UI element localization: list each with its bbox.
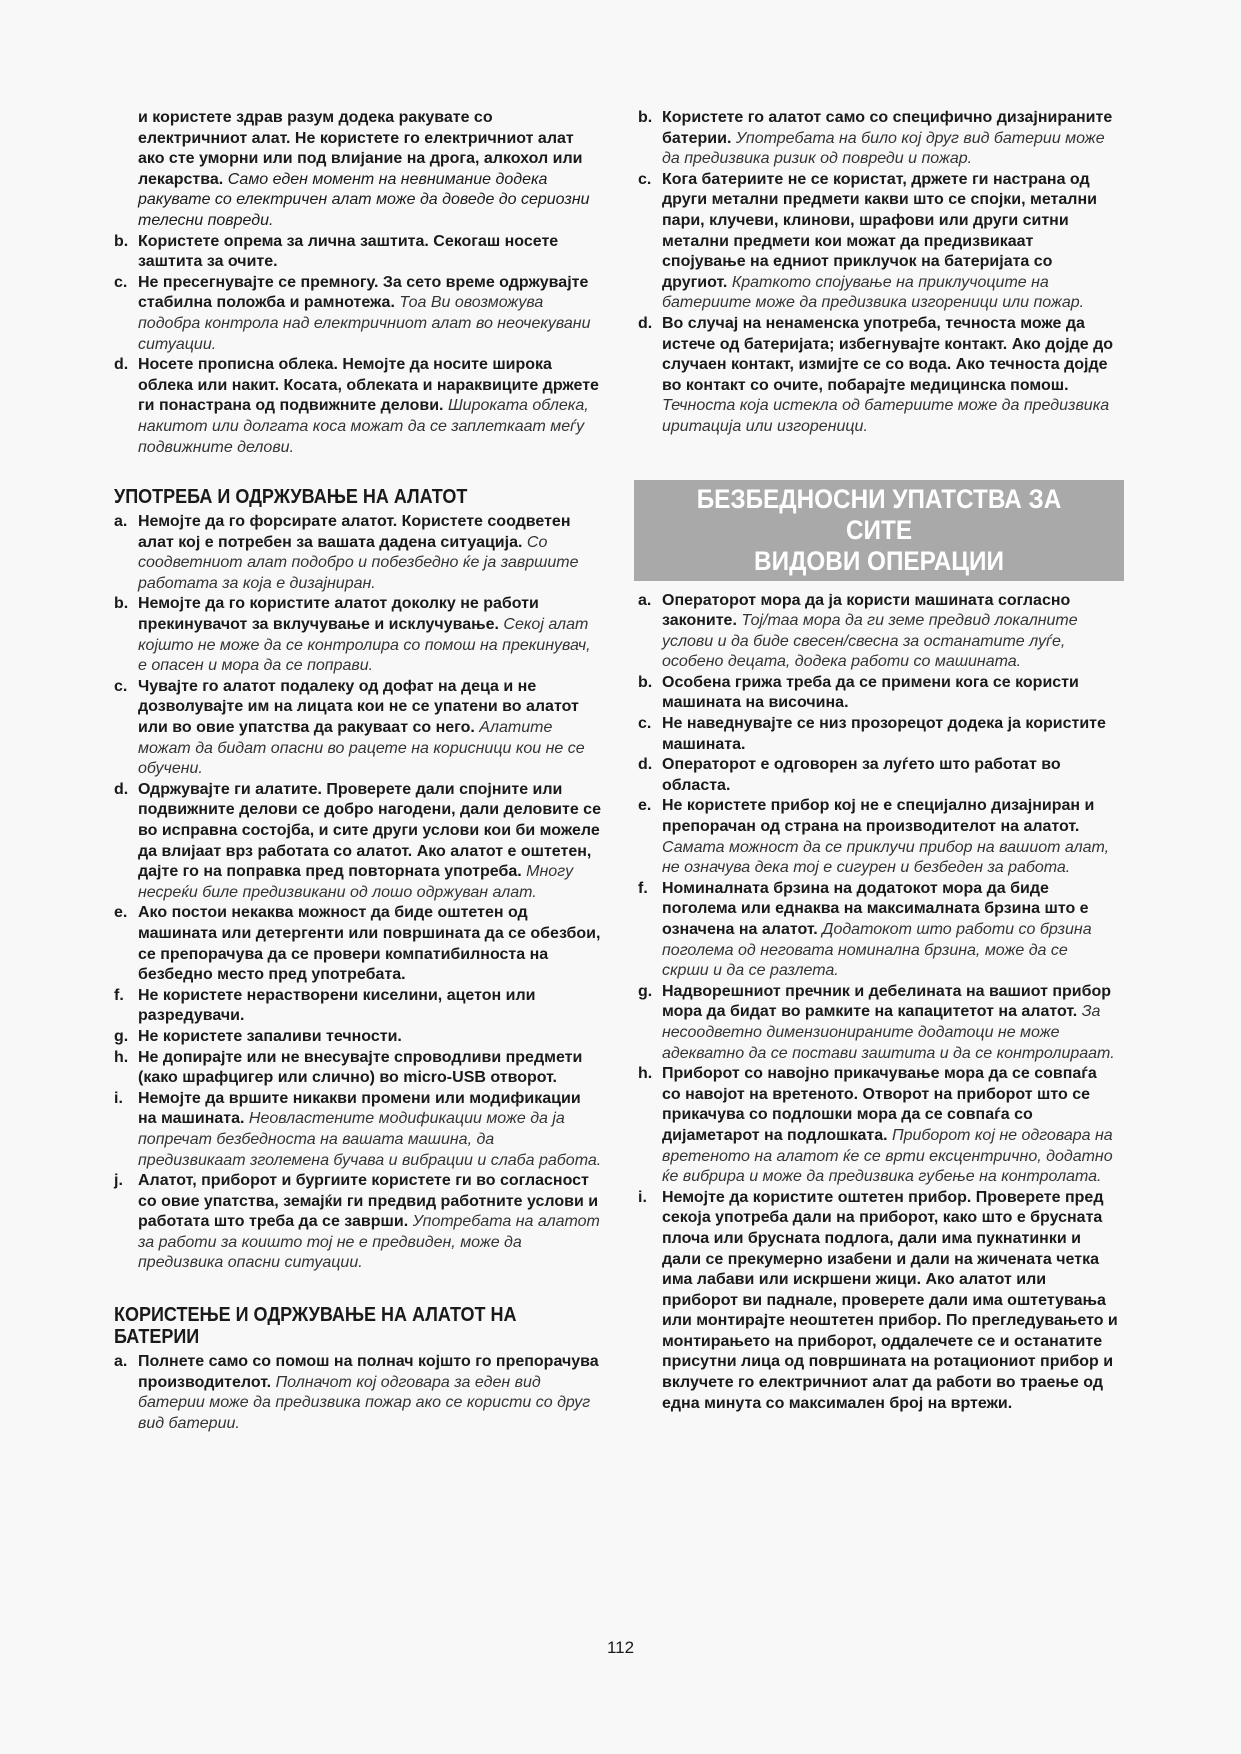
list-item <box>114 273 602 355</box>
list-item <box>114 1171 602 1274</box>
list-item-text <box>662 982 1118 1064</box>
list-item-text <box>138 273 602 355</box>
list-item-italic: Употребата на било кој друг вид батерии може да предизвика ризик од повреди и пожар. <box>662 129 1105 168</box>
list-item-bold: Не користете нерастворени киселини, ацетон или разредувачи. <box>138 986 536 1025</box>
list-item-text <box>138 780 602 904</box>
list-item-text <box>662 673 1118 714</box>
list-item-label: j. <box>114 1172 123 1190</box>
list-item <box>638 1064 1118 1188</box>
list-item-italic: Со соодветниот алат подобро и побезбедно ќе ја завршите работата за која е дизајниран. <box>138 533 579 592</box>
list-item <box>114 594 602 676</box>
list-item-italic: Многу несреќи биле предизвикани од лошо одржуван алат. <box>138 863 574 901</box>
list-item-label: b. <box>114 232 129 250</box>
list-item-label: f. <box>114 986 124 1004</box>
intro-italic: Само еден момент на невнимание додека ракувате со електричен алат може да доведе до сериозни телесни повреди. <box>138 170 590 229</box>
list-item-bold: Алатот, приборот и бургиите користете ги во согласност со овие упатства, земајќи ги предвид работните услови и работата што треба да се заврши. <box>138 1172 599 1231</box>
list-item <box>114 1352 602 1434</box>
list-item-label: d. <box>638 314 653 332</box>
list-item-bold: Особена грижа треба да се примени кога се користи машината на височина. <box>662 673 1079 712</box>
safety-banner-line2: ВИДОВИ ОПЕРАЦИИ <box>754 545 1004 576</box>
list-item <box>114 512 602 594</box>
list-item-text <box>662 1188 1118 1415</box>
list-item-label: i. <box>638 1188 647 1206</box>
list-item-bold: Не допирајте или не внесувајте спроводливи предмети (како шрафцигер или слично) во micro-USB отворот. <box>138 1048 583 1087</box>
list-item-text <box>138 594 602 676</box>
list-item <box>114 986 602 1027</box>
list-item-bold: Операторот е одговорен за луѓето што работат во областа. <box>662 756 1061 794</box>
list-item-bold: Приборот со навојно прикачување мора да се совпаѓа со навојот на вретеното. Отворот на приборот што се прикачува со подлошки мора да се совпаѓа со дијаметарот на подлошката. <box>662 1065 1097 1144</box>
list-item-label: c. <box>638 170 652 188</box>
list-item-label: d. <box>638 756 653 774</box>
list-item <box>638 108 1118 170</box>
list-item-italic: Течноста која истекла од батериите може да предизвика иритација или изгореници. <box>662 397 1110 435</box>
list-item <box>638 879 1118 982</box>
list-item-text <box>662 796 1118 878</box>
intro-paragraph <box>114 108 602 232</box>
list-item-label: i. <box>114 1089 123 1107</box>
list-item-label: g. <box>114 1027 129 1045</box>
list-item-text <box>138 232 602 273</box>
list-item-italic: Приборот кој не одговара на вретеното на алатот ќе се врти ексцентрично, додатно ќе вибрира и може да предизвика губење на контролата. <box>662 1126 1113 1186</box>
list-item-bold: Операторот мора да ја користи машината согласно законите. <box>662 591 1071 630</box>
list-item-label: e. <box>114 904 128 922</box>
list-item-text <box>662 314 1118 438</box>
list-item-bold: Полнете само со помош на полнач којшто го препорачува производителот. <box>138 1353 599 1391</box>
list-item-text <box>138 903 602 985</box>
list-item-text <box>138 986 602 1027</box>
list-item-label: b. <box>638 673 653 691</box>
list-item-bold: Надворешниот пречник и дебелината на вашиот прибор мора да бидат во рамките на капацитетот на алатот. <box>662 982 1112 1021</box>
list-item-italic: Тој/таа мора да ги земе предвид локалните услови и да биде свесен/свесна за останатите луѓе, особено децата, додека работи со машината. <box>662 612 1078 671</box>
list-item-italic: Секој алат којшто не може да се контролира со помош на прекинувач, е опасен и мора да се поправи. <box>138 616 591 675</box>
list-item-italic: Употребата на алатот за работи за коишто тој не е предвиден, може да предизвика опасни ситуации. <box>138 1213 600 1272</box>
list-item <box>114 1048 602 1089</box>
list-item-bold: Немојте да го користите алатот доколку не работи прекинувачот за вклучување и исклучување. <box>138 595 539 634</box>
list-item <box>638 714 1118 755</box>
left-list-1 <box>114 232 602 459</box>
section-battery-heading <box>114 1304 553 1348</box>
list-item-italic: За несоодветно димензионираните додатоци не може адекватно да се постави заштита и да се контролираат. <box>662 1003 1115 1062</box>
list-item <box>114 780 602 904</box>
list-item <box>114 1089 602 1171</box>
list-item-bold: Во случај на ненаменска употреба, течноста може да истече од батеријата; избегнувајте контакт. Ако дојде до случаен контакт, измијте се со вода. Ако течноста дојде во контакт со очите, побарајте медицинска помош. <box>662 314 1114 394</box>
list-item-text <box>138 677 602 780</box>
list-item-text <box>138 1352 602 1434</box>
list-item-text <box>662 755 1118 796</box>
list-item-bold: Одржувајте ги алатите. Проверете дали спојните или подвижните делови се добро нагодени, дали деловите се во исправна состојба, и сите други услови кои би можеле да влијаат врз работата со алатот. Ако алатот е оштетен, дајте го на поправка пред повторната употреба. <box>138 780 601 881</box>
list-item-bold: Немојте да користите оштетен прибор. Проверете пред секоја употреба дали на приборот, како што е брусната плоча или брусната подлога, дали има пукнатинки и дали се прекумерно изабени и дали на жичената четка има лабави или искршени жици. Ако алатот или приборот ви паднале, проверете дали има оштетувања или монтирајте неоштетен прибор. По прегледувањето и монтирањето на приборот, оддалечете се и останатите присутни лица од површината на ротациониот прибор и вклучете го електричниот алат да работи во траење од една минута со максимален број на вртежи. <box>662 1188 1118 1412</box>
list-item-label: c. <box>114 677 128 695</box>
list-item-label: a. <box>114 513 128 531</box>
safety-banner-line1: БЕЗБЕДНОСНИ УПАТСТВА ЗА СИТЕ <box>696 483 1062 545</box>
list-item-label: d. <box>114 780 129 798</box>
left-list-2 <box>114 512 602 1274</box>
list-item <box>114 903 602 985</box>
list-item-label: a. <box>638 591 652 609</box>
list-item <box>638 314 1118 438</box>
list-item <box>114 1027 602 1048</box>
section-tool-use-heading: УПОТРЕБА И ОДРЖУВАЊЕ НА АЛАТОТ <box>114 486 468 509</box>
list-item <box>638 982 1118 1064</box>
list-item-text <box>138 512 602 594</box>
list-item-label: e. <box>638 797 652 815</box>
list-item-italic: Додатокот што работи со брзина поголема од неговата номинална брзина, може да се скрши и да се разлета. <box>662 921 1092 980</box>
list-item <box>638 170 1118 314</box>
right-column <box>638 108 1118 1414</box>
list-item-bold: Немојте да вршите никакви промени или модификации на машината. <box>138 1089 581 1128</box>
list-item-text <box>662 108 1118 170</box>
list-item-bold: Ако постои некаква можност да биде оштетен од машината или детергенти или површината да се обезбои, се препорачува да се провери компатибилноста на безбедно место пред употребата. <box>138 904 601 984</box>
list-item-bold: Не користете прибор кој не е специјално дизајниран и препорачан од страна на производителот на алатот. <box>662 797 1095 836</box>
list-item <box>114 677 602 780</box>
list-item-italic: Краткото спојување на приклучоците на батериите може да предизвика изгореници или пожар. <box>662 273 1085 312</box>
list-item-text <box>662 1064 1118 1188</box>
list-item-text <box>662 879 1118 982</box>
list-item-italic: Полначот кој одговара за еден вид батерии може да предизвика пожар ако се користи со друг вид батерии. <box>138 1373 591 1432</box>
left-list-3 <box>114 1352 602 1434</box>
list-item-bold: Номиналната брзина на додатокот мора да биде поголема или еднаква на максималната брзина што е означена на алатот. <box>662 879 1089 938</box>
list-item-label: a. <box>114 1353 128 1371</box>
list-item-label: c. <box>114 273 128 291</box>
list-item-text <box>138 1027 602 1048</box>
list-item-label: g. <box>638 982 653 1000</box>
list-item-bold: Немојте да го форсирате алатот. Користете соодветен алат кој е потребен за вашата дадена ситуација. <box>138 513 571 551</box>
list-item <box>638 796 1118 878</box>
list-item-label: h. <box>114 1048 129 1066</box>
right-list-2 <box>638 591 1118 1415</box>
list-item-label: b. <box>114 595 129 613</box>
right-list-1 <box>638 108 1118 438</box>
list-item-italic: Алатите можат да бидат опасни во рацете на корисници кои не се обучени. <box>138 719 585 778</box>
list-item-label: h. <box>638 1065 653 1083</box>
intro-bold: и користете здрав разум додека ракувате со електричниот алат. Не користете го електричниот алат ако сте уморни или под влијание на дрога, алкохол или лекарства. <box>138 109 583 188</box>
list-item-text <box>138 355 602 458</box>
list-item <box>114 355 602 458</box>
list-item-bold: Користете го алатот само со специфично дизајнираните батерии. <box>662 109 1113 147</box>
list-item-italic: Тоа Ви овозможува подобра контрола над електричниот алат во неочекувани ситуации. <box>138 294 591 353</box>
list-item-bold: Не наведнувајте се низ прозорецот додека ја користите машината. <box>662 715 1106 753</box>
list-item-text <box>138 1048 602 1089</box>
list-item-bold: Не користете запаливи течности. <box>138 1027 402 1045</box>
page-number: 112 <box>606 1638 635 1657</box>
list-item-label: f. <box>638 879 648 897</box>
list-item-bold: Носете прописна облека. Немојте да носите широка облека или накит. Косата, облеката и нараквиците држете ги понастрана од подвижните делови. <box>138 356 599 415</box>
list-item <box>638 1188 1118 1415</box>
list-item <box>638 755 1118 796</box>
list-item-text <box>138 1089 602 1171</box>
list-item-label: c. <box>638 715 652 733</box>
list-item-italic: Самата можност да се приклучи прибор на вашиот алат, не означува дека тој е сигурен и безбеден за работа. <box>662 838 1110 877</box>
list-item-bold: Кога батериите не се користат, држете ги настрана од други метални предмети какви што се спојки, метални пари, клучеви, клинови, шрафови или други ситни метални предмети кои можат да предизвикаат спојување на едниот приклучок на батеријата со другиот. <box>662 170 1097 291</box>
list-item-bold: Не пресегнувајте се премногу. За сето време одржувајте стабилна положба и рамнотежа. <box>138 273 589 312</box>
safety-banner <box>634 480 1124 581</box>
list-item-text <box>138 1171 602 1274</box>
list-item-text <box>662 591 1118 673</box>
list-item-label: d. <box>114 356 129 374</box>
list-item <box>638 591 1118 673</box>
list-item-italic: Неовластените модификации може да ја попречат безбедноста на вашата машина, да предизвикаат зголемена бучава и вибрации и слаба работа. <box>138 1110 602 1169</box>
list-item-label: b. <box>638 109 653 126</box>
left-column <box>114 108 602 1434</box>
list-item-bold: Користете опрема за лична заштита. Секогаш носете заштита за очите. <box>138 232 559 271</box>
section-battery-heading-line1: КОРИСТЕЊЕ И ОДРЖУВАЊЕ НА АЛАТОТ НА <box>114 1304 517 1327</box>
list-item-bold: Чувајте го алатот подалеку од дофат на деца и не дозволувајте им на лицата кои не се упатени во алатот или во овие упатства да ракуваат со него. <box>138 677 579 737</box>
section-battery-heading-line2: БАТЕРИИ <box>114 1326 200 1349</box>
list-item-text <box>662 714 1118 755</box>
list-item-italic: Широката облека, накитот или долгата коса можат да се заплеткаат меѓу подвижните делови. <box>138 397 589 456</box>
list-item-text <box>662 170 1118 314</box>
list-item <box>114 232 602 273</box>
list-item <box>638 673 1118 714</box>
